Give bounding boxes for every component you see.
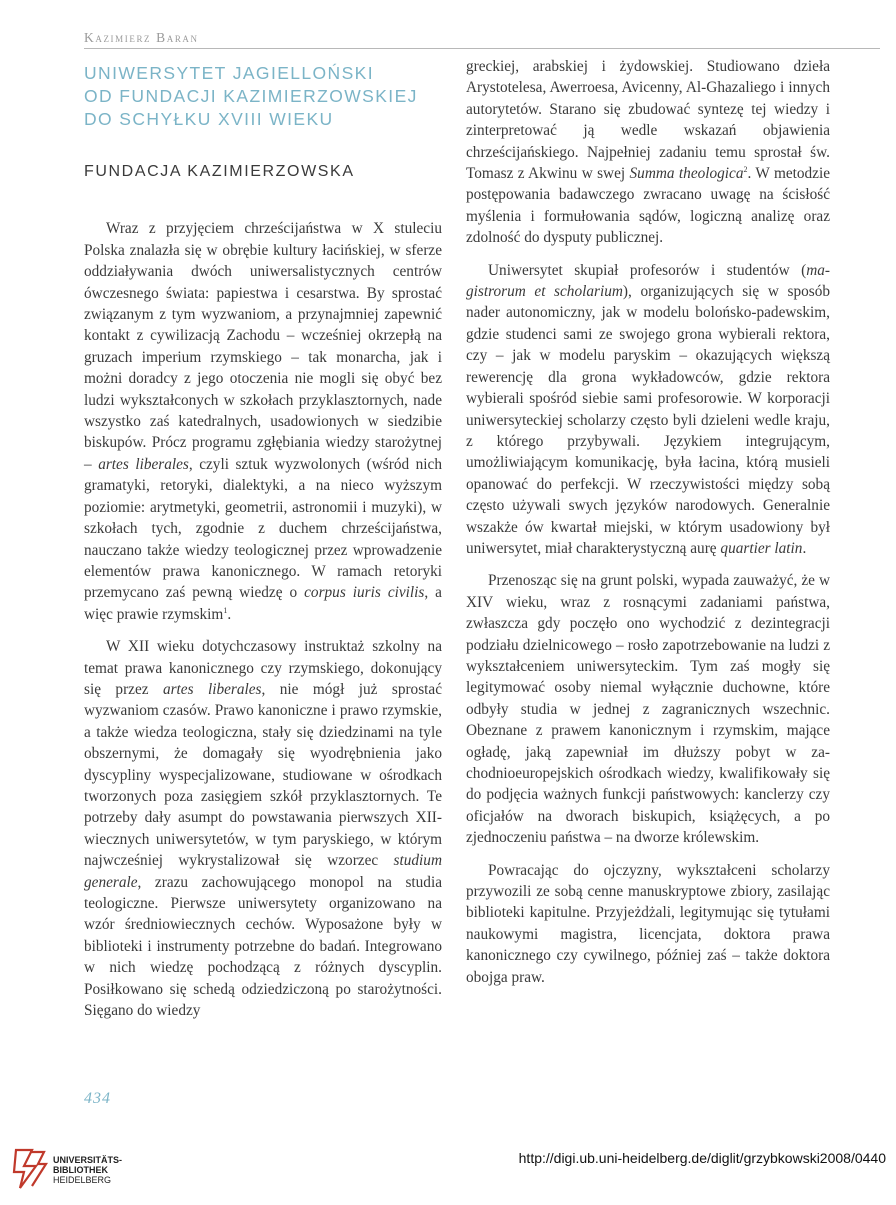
- italic-term: artes liberales: [162, 680, 262, 698]
- chapter-title: [84, 62, 442, 131]
- italic-term: quartier latin: [720, 539, 803, 557]
- italic-term: magistrorum et scholarium: [466, 261, 830, 301]
- italic-term: corpus iuris civilis: [304, 584, 425, 602]
- footnote-marker: 2: [743, 165, 748, 175]
- section-title: FUNDACJA KAZIMIERZOWSKA: [84, 163, 355, 180]
- footnote-marker: 1: [223, 605, 228, 615]
- page-number: 434: [84, 1090, 111, 1107]
- paragraph: Powracając do ojczyzny, wykształceni scholarzy przywozili ze sobą cenne manuskryptowe zbiory, zasilając biblioteki kapitulne. Przyjeżdżali, legitymując się tytułami naukowymi magistra, licencjata, doktora prawa kanonicznego czy cywilnego, później zaś – także doktora obojga praw.: [466, 861, 830, 986]
- running-head-text: Kazimierz Baran: [84, 30, 199, 45]
- chapter-title-line-3: DO SCHYŁKU XVIII WIEKU: [84, 109, 334, 129]
- paragraph: Wraz z przyjęciem chrześcijaństwa w X stuleciu Polska znalazła się w obrębie kultury łacińskiej, w sferze oddziaływania dwóch uniwersalistycznych centrów ówczesnego świata: papiestwa i cesarstwa. By sprostać związanym z tym wyzwaniom, a przynajmniej zapewnić kontakt z cywilizacją Zachodu – wcześniej okrzepłą na gruzach imperium rzymskiego – tak monarcha, jak i możni doradcy z jego otoczenia nie mogli się obyć bez ludzi wykształconych w szkołach przyklasztornych, nade wszystko zaś katedralnych, usadowionych w siedzibie biskupów. Prócz programu zgłębiania wiedzy starożytnej – artes liberales, czyli sztuk wyzwolonych (wśród nich gramatyki, retoryki, dialektyki, a na nieco wyższym poziomie: arytmetyki, geometrii, astronomii i muzyki), w szkołach tych, zgodnie z duchem chrześcijaństwa, nauczano także wiedzy teologicznej przez wprowadzenie elementów prawa kanonicznego. W ramach retoryki przemycano zaś pewną wiedzę o corpus iuris civilis, a więc prawie rzymskim$^1$.: [84, 220, 442, 623]
- chapter-title-line-2: OD FUNDACJI KAZIMIERZOWSKIEJ: [84, 86, 418, 106]
- library-name-line-1: UNIVERSITÄTS-: [53, 1155, 123, 1165]
- library-name-line-2: BIBLIOTHEK: [53, 1165, 108, 1175]
- library-name: [53, 1155, 122, 1185]
- paragraph: greckiej, arabskiej i żydowskiej. Studiowano dzieła Arystotelesa, Awerroesa, Avicenny, Al-Ghazaliego i innych autorytetów. Starano się zbudować syntezę tej wiedzy i zinterpretować ją wedle wskazań objawienia chrześcijańskiego. Najpełniej zadaniu temu sprostał św. Tomasz z Akwinu w swej Summa theologica$^2$. W metodzie postępowania badawczego zwracano uwagę na ścisłość myślenia i formułowania sądów, logiczną analizę oraz zdolność do dysputy publicznej.: [466, 58, 831, 247]
- italic-term: Summa theologica: [629, 165, 744, 183]
- italic-term: studium generale: [84, 852, 442, 891]
- library-name-line-3: HEIDELBERG: [53, 1175, 112, 1185]
- library-logo-icon: [10, 1146, 50, 1192]
- paragraph: Przenosząc się na grunt polski, wypada zauważyć, że w XIV wieku, wraz z rosnącymi zadaniami państwa, zwłaszcza gdy poczęło ono wychodzić z dezintegracji podziału dzielnicowego – rosło zapotrzebowanie na ludzi z wykształceniem uniwersyteckim. Tym zaś mogły się legitymować osoby niemal wyłącznie duchowne, które odbyły studia w jednej z zagranicznych wszechnic. Obeznane z prawem kanonicznym i rzymskim, mające ogładę, jaką zapewniał im dłuższy pobyt w zachodnioeuropejskich ośrodkach wiedzy, kwalifikowały się do podjęcia ważnych funkcji państwowych: kanclerzy czy oficjałów na dworach biskupich, książęcych, a po zjednoczeniu państwa – na dworze królewskim.: [466, 572, 830, 847]
- source-url-link[interactable]: http://digi.ub.uni-heidelberg.de/diglit/grzybkowski2008/0440: [518, 1150, 886, 1166]
- paragraph: W XII wieku dotychczasowy instruktaż szkolny na temat prawa kanonicznego czy rzymskiego, dokonujący się przez artes liberales, nie mógł już sprostać wyzwaniom czasów. Prawo kanoniczne i prawo rzymskie, a także wiedza teologiczna, stały się dziedzinami na tyle obszernymi, że domagały się wyodrębnienia jako dyscypliny wyspecjalizowane, studiowane w ośrodkach tworzonych poza zasięgiem szkół przyklasztornych. Te potrzeby dały asumpt do powstawania pierwszych XII-wiecznych uniwersytetów, w tym paryskiego, w którym najwcześniej wykrystalizował się wzorzec studium generale, zrazu zachowującego monopol na studia teologiczne. Pierwsze uniwersytety organizowano na wzór średniowiecznych cechów. Wyposażone były w biblioteki i instrumenty potrzebne do badań. Integrowano w nich wiedzę pochodzącą z różnych dyscyplin. Posiłkowano się schedą odziedziczoną po starożytności. Sięgano do wiedzy: [84, 638, 442, 1020]
- chapter-title-line-1: UNIWERSYTET JAGIELLOŃSKI: [84, 63, 374, 83]
- italic-term: artes liberales: [98, 455, 189, 473]
- right-column: [466, 56, 830, 988]
- left-column: [84, 56, 442, 1021]
- header-rule: [84, 48, 880, 49]
- running-head: [84, 30, 199, 46]
- paragraph: Uniwersytet skupiał profesorów i studentów (magistrorum et scholarium), organizujących się w sposób nader autonomiczny, jak w modelu bolońsko-padewskim, gdzie studenci sami ze swojego grona wybierali rektora, czy – jak w modelu paryskim – okazujących większą rewerencję dla grona wykładowców, gdzie rektora wybierali spośród siebie sami profesorowie. W korporacji uniwersyteckiej scholarzy często byli dzieleni wedle kraju, z którego przybywali. Językiem integrującym, umożliwiającym komunikację, była łacina, którą musieli opanować do perfekcji. W rzeczywistości między sobą często używali swych języków narodowych. Generalnie wszakże ów kwartał miejski, w którym usadowiony był uniwersytet, miał charakterystyczną aurę quartier latin.: [466, 261, 830, 557]
